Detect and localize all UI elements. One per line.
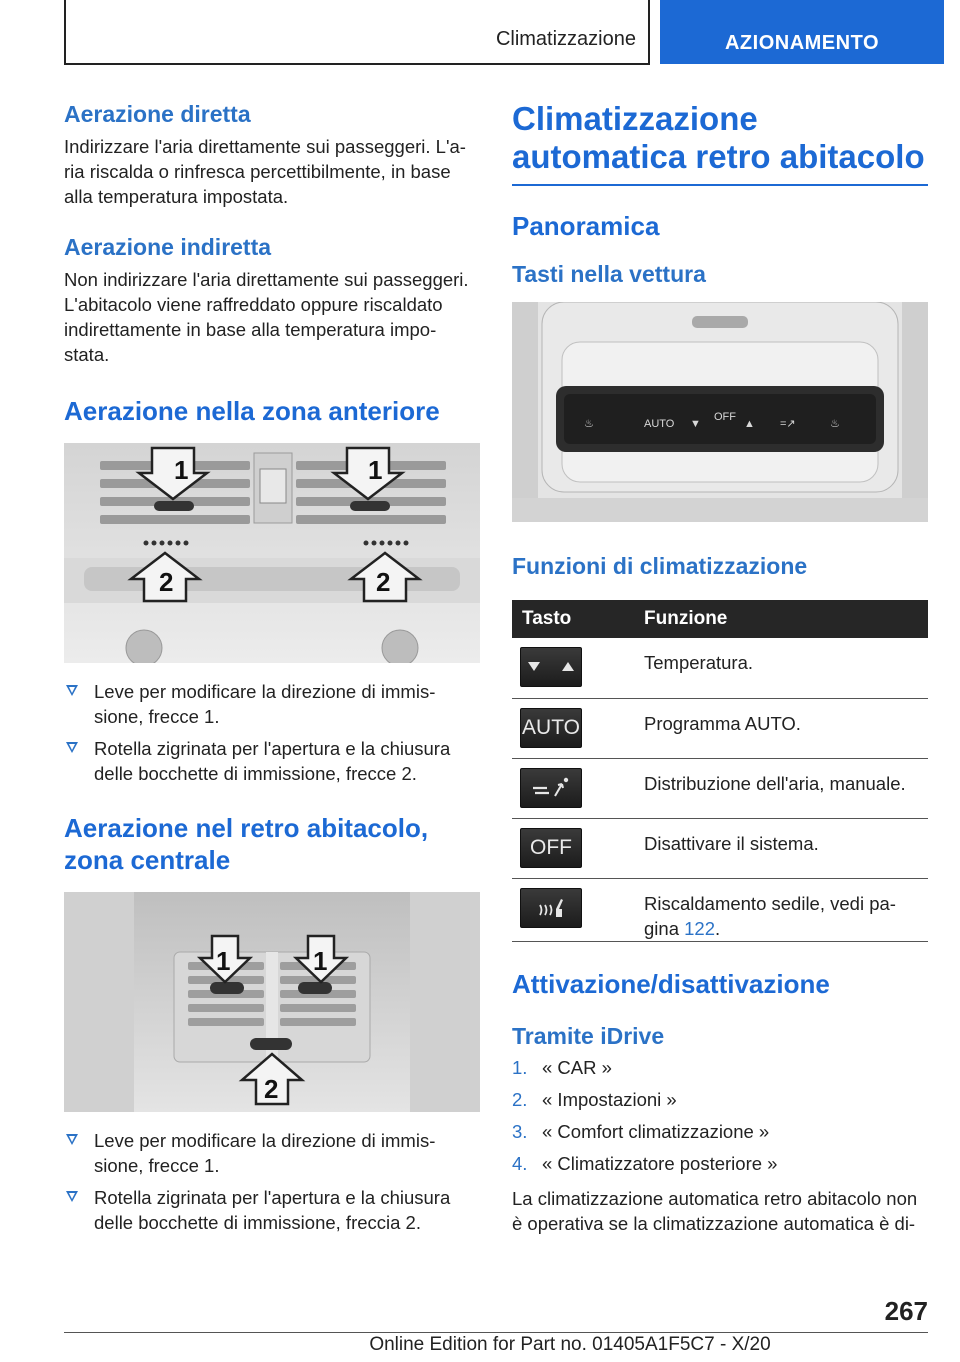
control-panel-image (512, 302, 928, 522)
list-item: Leve per modificare la direzione di immis-sione, frecce 1. (64, 679, 480, 729)
seat-heating-icon (520, 888, 582, 928)
panel-off-label: OFF (714, 411, 736, 423)
front-label-2b: 2 (376, 567, 391, 597)
list-item: Rotella zigrinata per l'apertura e la chiusura delle bocchette di immissione, freccia 2. (64, 1185, 480, 1235)
temperature-arrows-icon (520, 647, 582, 687)
front-ventilation-heading: Aerazione nella zona anteriore (64, 396, 440, 426)
left-column (64, 100, 480, 1242)
list-item: 3. « Comfort climatizzazione » (512, 1120, 770, 1142)
svg-text:▼: ▼ (690, 418, 701, 430)
table-header-row (512, 600, 928, 638)
function-text: Distribuzione dell'aria, manuale. (636, 758, 928, 818)
rear-label-1b: 1 (313, 946, 328, 976)
function-text: Riscaldamento sedile, vedi pa-gina 122. (636, 878, 928, 941)
idrive-heading: Tramite iDrive (512, 1022, 665, 1049)
rear-vents-illustration (64, 892, 480, 1112)
column-header-key: Tasto (512, 600, 636, 638)
functions-heading: Funzioni di climatizzazione (512, 553, 808, 579)
idrive-steps (512, 1052, 928, 1180)
footer-edition: Online Edition for Part no. 01405A1F5C7 - X/20 (369, 1334, 771, 1355)
list-item: Leve per modificare la direzione di immis-sione, frecce 1. (64, 1128, 480, 1178)
triangle-bullet-icon (66, 742, 78, 753)
table-row (512, 818, 928, 878)
header-chapter-tab[interactable]: AZIONAMENTO (660, 0, 944, 64)
page-header (0, 0, 960, 66)
triangle-bullet-icon (66, 1191, 78, 1202)
direct-ventilation-text: Indirizzare l'aria direttamente sui passeggeri. L'a-ria riscalda o rinfresca percettibilmente, in base alla temperatura impostata. (64, 136, 466, 207)
buttons-heading: Tasti nella vettura (512, 261, 706, 287)
closing-paragraph: La climatizzazione automatica retro abitacolo non è operativa se la climatizzazione automatica è di- (512, 1187, 918, 1234)
front-vents-illustration (64, 443, 480, 663)
panel-auto-label: AUTO (644, 418, 675, 430)
list-item: 2. « Impostazioni » (512, 1088, 677, 1110)
off-key-icon: OFF (520, 828, 582, 868)
rear-vents-image (64, 892, 480, 1112)
main-section-title: Climatizzazione automatica retro abitacolo (512, 100, 925, 175)
front-vents-image (64, 443, 480, 663)
indirect-ventilation-heading: Aerazione indiretta (64, 234, 272, 260)
footer-rule (64, 1332, 928, 1333)
header-divider (648, 0, 650, 64)
list-item: Rotella zigrinata per l'apertura e la chiusura delle bocchette di immissione, frecce 2. (64, 736, 480, 786)
air-distribution-icon (520, 768, 582, 808)
table-row (512, 638, 928, 698)
front-label-1b: 1 (368, 455, 383, 485)
function-text: Temperatura. (636, 638, 928, 698)
rear-label-1a: 1 (216, 946, 231, 976)
svg-text:♨: ♨ (584, 418, 594, 430)
rear-label-2: 2 (264, 1074, 279, 1104)
activation-heading: Attivazione/disattivazione (512, 968, 830, 999)
front-label-1a: 1 (174, 455, 189, 485)
column-header-function: Funzione (636, 600, 928, 638)
header-section-title: Climatizzazione (495, 28, 636, 50)
rear-bullet-list (64, 1128, 480, 1235)
table-row (512, 878, 928, 941)
indirect-ventilation-text: Non indirizzare l'aria direttamente sui passeggeri. L'abitacolo viene raffreddato oppure riscaldato indirettamente in base alla temperatura impo-stata. (64, 269, 469, 365)
svg-text:♨: ♨ (830, 418, 840, 430)
triangle-bullet-icon (66, 1134, 78, 1145)
header-bottom-rule (64, 63, 650, 65)
svg-text:=↗: =↗ (780, 418, 796, 430)
table-row (512, 758, 928, 818)
right-column (512, 100, 928, 1236)
triangle-bullet-icon (66, 685, 78, 696)
functions-table (512, 600, 928, 942)
page-reference-link[interactable]: 122 (684, 917, 715, 939)
list-item: 4. « Climatizzatore posteriore » (512, 1152, 778, 1174)
direct-ventilation-heading: Aerazione diretta (64, 101, 251, 127)
title-rule (512, 184, 928, 186)
auto-key-icon: AUTO (520, 708, 582, 748)
function-text: Disattivare il sistema. (636, 818, 928, 878)
front-bullet-list (64, 679, 480, 786)
function-text: Programma AUTO. (636, 698, 928, 758)
svg-text:▲: ▲ (744, 418, 755, 430)
rear-ventilation-heading: Aerazione nel retro abitacolo, zona centrale (64, 813, 429, 875)
front-label-2a: 2 (159, 567, 174, 597)
table-row (512, 698, 928, 758)
control-panel-illustration (512, 302, 928, 522)
list-item: 1. « CAR » (512, 1056, 612, 1078)
page-number: 267 (884, 1296, 928, 1326)
overview-heading: Panoramica (512, 211, 660, 241)
